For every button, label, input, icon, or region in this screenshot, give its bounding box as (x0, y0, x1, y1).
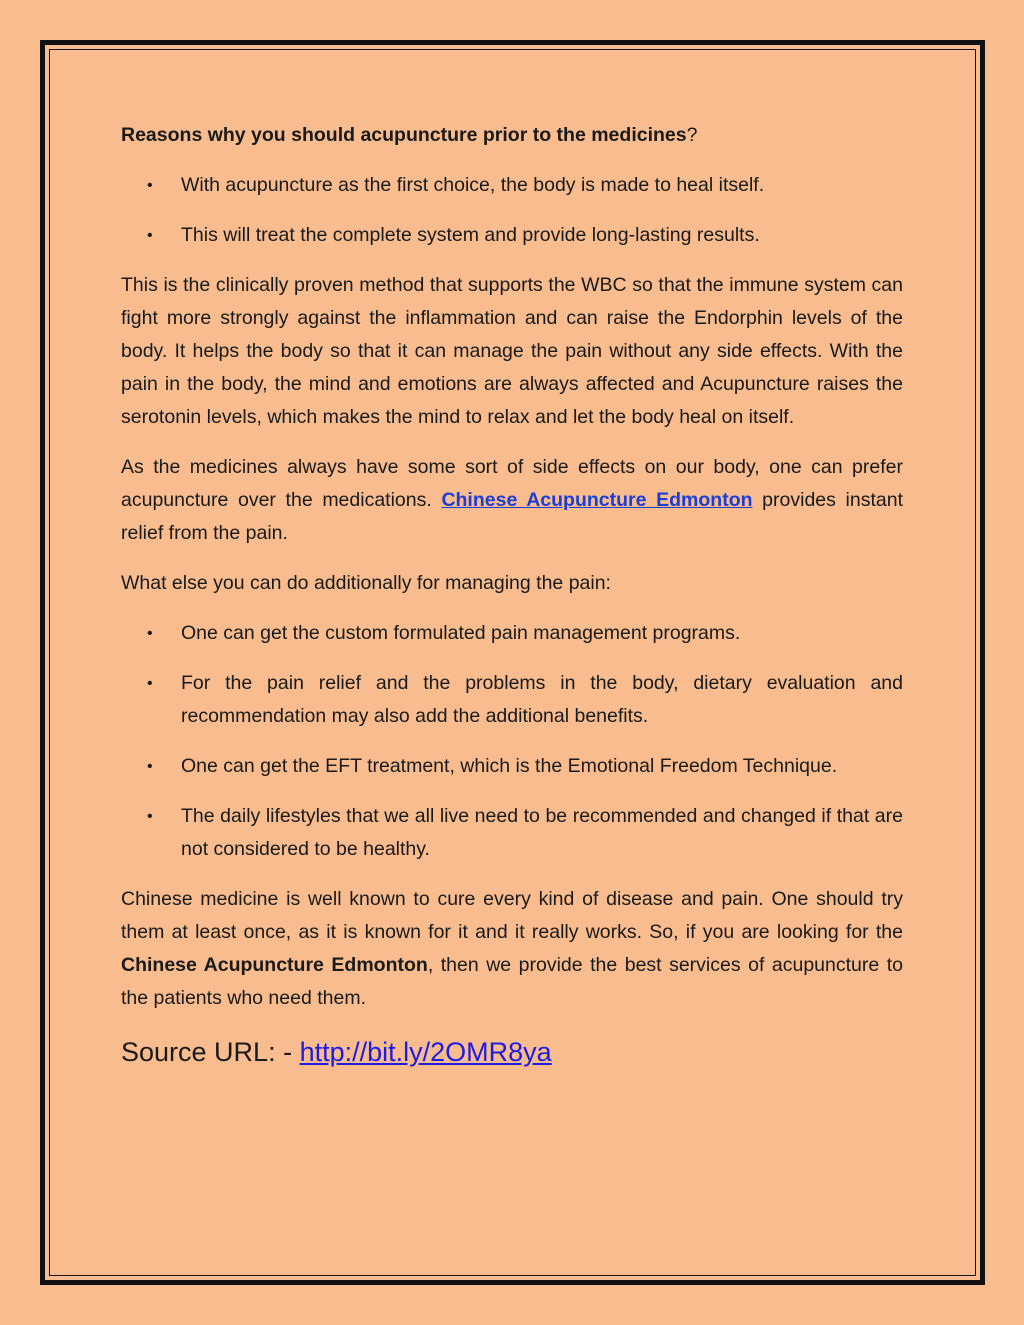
bullet-icon: • (147, 177, 153, 194)
list-item: • With acupuncture as the first choice, the body is made to heal itself. (121, 169, 903, 202)
paragraph-clinical: This is the clinically proven method that supports the WBC so that the immune system can fight more strongly against the inflammation and can raise the Endorphin levels of the body. It helps the body so that it can manage the pain without any side effects. With the pain in the body, the mind and emotions are always affected and Acupuncture raises the serotonin levels, which makes the mind to relax and let the body heal on itself. (121, 274, 903, 428)
bullet-icon: • (147, 625, 153, 642)
chinese-acupuncture-link[interactable]: Chinese Acupuncture Edmonton (441, 489, 753, 511)
bullet-icon: • (147, 758, 153, 775)
pain-management-list (121, 617, 903, 866)
list-item: • The daily lifestyles that we all live need to be recommended and changed if that are not considered to be healthy. (121, 800, 903, 866)
bullet-icon: • (147, 227, 153, 244)
document-body (121, 119, 903, 1072)
reasons-list (121, 169, 903, 252)
heading-question-mark: ? (686, 124, 698, 146)
bold-chinese-acupuncture: Chinese Acupuncture Edmonton (121, 954, 428, 976)
paragraph-what-else: What else you can do additionally for managing the pain: (121, 572, 611, 594)
bullet-icon: • (147, 675, 153, 692)
bullet-icon: • (147, 808, 153, 825)
list-item: • One can get the EFT treatment, which is the Emotional Freedom Technique. (121, 750, 903, 783)
source-link[interactable]: http://bit.ly/2OMR8ya (299, 1037, 552, 1067)
paragraph-medicines: As the medicines always have some sort of side effects on our body, one can prefer acupuncture over the medications. Chinese Acupuncture Edmonton provides instant relief from the pain. (121, 456, 903, 544)
list-item: • One can get the custom formulated pain management programs. (121, 617, 903, 650)
heading-bold: Reasons why you should acupuncture prior to the medicines (121, 124, 687, 146)
list-item: • For the pain relief and the problems in the body, dietary evaluation and recommendation may also add the additional benefits. (121, 667, 903, 733)
source-url (121, 1032, 903, 1072)
heading (121, 119, 903, 152)
list-item: • This will treat the complete system and provide long-lasting results. (121, 219, 903, 252)
paragraph-chinese-medicine: Chinese medicine is well known to cure every kind of disease and pain. One should try them at least once, as it is known for it and it really works. So, if you are looking for the Chinese Acupuncture Edmonton, then we provide the best services of acupuncture to the patients who need them. (121, 888, 903, 1009)
source-label: Source URL: - (121, 1037, 300, 1067)
